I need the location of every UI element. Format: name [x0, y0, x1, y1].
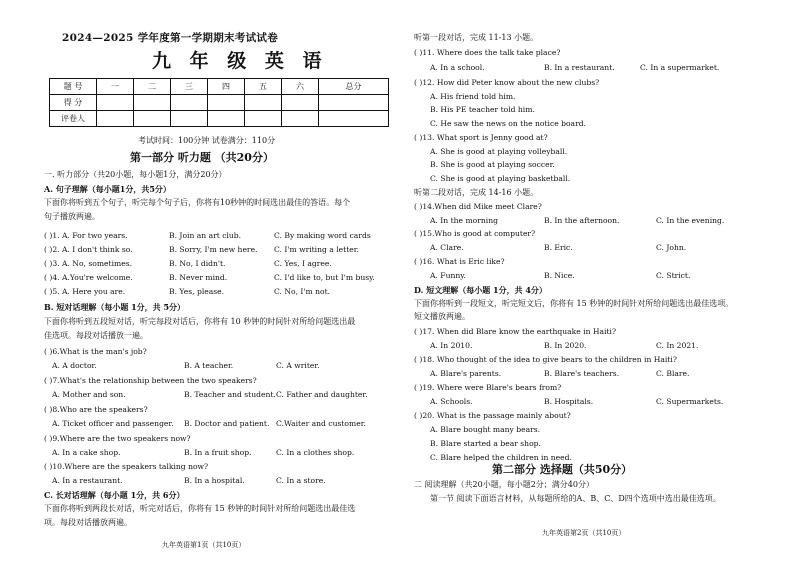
page-footer: 九年英语第2页（共10页）: [542, 529, 626, 537]
option-b: B. In a restaurant.: [544, 63, 615, 72]
right-page: [412, 0, 762, 561]
grader-cell[interactable]: [208, 111, 245, 127]
score-header-cell: 二: [134, 79, 171, 95]
option-b: B. Hospitals.: [544, 397, 594, 406]
option-b: B. In a hospital.: [184, 476, 245, 485]
option-b: B. In the afternoon.: [544, 216, 620, 225]
option-c: C. Father and daughter.: [276, 390, 368, 399]
question-9: ( )9.Where are the two speakers now?: [44, 434, 191, 443]
score-cell[interactable]: [282, 95, 319, 111]
page-footer: 九年英语第1页（共10页）: [162, 541, 246, 549]
section-d-title: D. 短文理解（每小题 1分，共 4分）: [414, 285, 547, 295]
score-header-cell: 四: [208, 79, 245, 95]
section-c-title: C. 长对话理解（每小题 1分，共 6分）: [44, 490, 185, 500]
score-cell[interactable]: [171, 95, 208, 111]
exam-title: 2024—2025 学年度第一学期期末考试试卷: [62, 32, 279, 44]
option-a: A. In the morning: [430, 216, 498, 225]
option-b: B. His PE teacher told him.: [430, 105, 535, 114]
option-c: C. Yes, I agree.: [274, 259, 332, 268]
option-c: C. In a clothes shop.: [276, 448, 355, 457]
score-header-cell: 总分: [319, 79, 389, 95]
option-c: C. By making word cards: [274, 231, 371, 240]
option-c: C.Waiter and customer.: [276, 419, 366, 428]
option-c: C. He saw the news on the notice board.: [430, 119, 586, 128]
question-14: ( )14.When did Mike meet Clare?: [414, 202, 542, 211]
question-1: ( )1. A. For two years.: [44, 231, 128, 240]
question-5: ( )5. A. Here you are.: [44, 287, 126, 296]
section-a-instruction: 句子播放两遍。: [44, 212, 100, 221]
option-a: A. In a restaurant.: [52, 476, 123, 485]
section-b-title: B. 短对话理解（每小题 1分，共 5分）: [44, 302, 186, 312]
score-header-cell: 一: [97, 79, 134, 95]
score-cell[interactable]: [245, 95, 282, 111]
left-page: [38, 0, 390, 561]
question-18: ( )18. Who thought of the idea to give bears to the children in Haiti?: [414, 355, 677, 364]
option-c: C. In a supermarket.: [640, 63, 720, 72]
option-a: A. Schools.: [430, 397, 473, 406]
option-a: A. She is good at playing volleyball.: [430, 147, 568, 156]
option-c: C. Blare helped the children in need.: [430, 453, 572, 462]
section-d-instruction: 下面你将听到一段短文，听完短文后，你将有 15 秒钟的时间针对所给问题选出最佳选项。: [414, 299, 734, 308]
option-c: C. I'm writing a letter.: [274, 245, 359, 254]
score-table-header-row: [50, 79, 389, 95]
question-12: ( )12. How did Peter know about the new clubs?: [414, 78, 600, 87]
section-b-instruction: 佳选项。每段对话播放一遍。: [44, 331, 148, 340]
section-c-instruction: 项。每段对话播放两遍。: [44, 518, 132, 527]
option-c: C. In the evening.: [656, 216, 725, 225]
option-b: B. She is good at playing soccer.: [430, 160, 555, 169]
score-header-cell: 五: [245, 79, 282, 95]
score-cell[interactable]: [319, 95, 389, 111]
section-two-first-instruction: 第一节 阅读下面语言材料，从每题所给的A、B、C、D四个选项中选出最佳选项。: [430, 494, 721, 503]
option-c: C. In 2021.: [656, 341, 699, 350]
score-table: [49, 78, 389, 127]
option-b: B. Join an art club.: [169, 231, 242, 240]
subject-title: 九 年 级 英 语: [152, 50, 328, 72]
option-c: C. No, I'm not.: [274, 287, 331, 296]
grader-cell[interactable]: [245, 111, 282, 127]
option-a: A. Funny.: [430, 271, 466, 280]
question-15: ( )15.Who is good at computer?: [414, 229, 536, 238]
section-two-heading: 二 阅读理解（共20小题，每小题2分；满分40分）: [414, 480, 594, 489]
option-c: C. A writer.: [276, 361, 320, 370]
option-b: B. Teacher and student.: [184, 390, 276, 399]
grader-row-label: 评卷人: [50, 111, 97, 127]
option-b: B. A teacher.: [184, 361, 234, 370]
option-c: C. In a store.: [276, 476, 326, 485]
section-d-instruction: 短文播放两遍。: [414, 312, 470, 321]
option-a: A. His friend told him.: [430, 92, 516, 101]
option-a: A. Blare's parents.: [430, 369, 502, 378]
exam-info: 考试时间：100分钟 试卷满分：110分: [138, 136, 276, 145]
conversation-1-intro: 听第一段对话，完成 11-13 小题。: [414, 33, 539, 42]
question-19: ( )19. Where were Blare's bears from?: [414, 383, 562, 392]
option-b: B. Eric.: [544, 243, 573, 252]
option-c: C. Blare.: [656, 369, 690, 378]
question-17: ( )17. When did Blare know the earthquake in Haiti?: [414, 327, 617, 336]
option-b: B. No, I didn't.: [169, 259, 226, 268]
question-3: ( )3. A. No, sometimes.: [44, 259, 133, 268]
option-c: C. John.: [656, 243, 687, 252]
option-c: C. I'd like to, but I'm busy.: [274, 273, 375, 282]
conversation-2-intro: 听第二段对话，完成 14-16 小题。: [414, 188, 539, 197]
option-a: A. A doctor.: [52, 361, 97, 370]
section-a-instruction: 下面你将听到五个句子，听完每个句子后，你将有10秒钟的时间选出最佳的答语。每个: [44, 198, 351, 207]
option-a: A. Mother and son.: [52, 390, 126, 399]
score-row: [50, 95, 389, 111]
grader-row: [50, 111, 389, 127]
option-a: A. Clare.: [430, 243, 464, 252]
option-b: B. Blare started a bear shop.: [430, 439, 541, 448]
question-6: ( )6.What is the man's job?: [44, 347, 147, 356]
question-13: ( )13. What sport is Jenny good at?: [414, 133, 548, 142]
question-2: ( )2. A. I don't think so.: [44, 245, 133, 254]
grader-cell[interactable]: [97, 111, 134, 127]
option-b: B. Nice.: [544, 271, 575, 280]
section-b-instruction: 下面你将听到五段短对话，听完每段对话后，你将有 10 秒钟的时间针对所给问题选出最: [44, 317, 356, 326]
option-b: B. Doctor and patient.: [184, 419, 270, 428]
option-a: A. Ticket officer and passenger.: [52, 419, 174, 428]
option-c: C. Supermarkets.: [656, 397, 724, 406]
part2-title: 第二部分 选择题（共50分）: [492, 463, 633, 476]
option-a: A. In 2010.: [430, 341, 473, 350]
option-b: B. Blare's teachers.: [544, 369, 620, 378]
option-c: C. Strict.: [656, 271, 691, 280]
option-a: A. In a cake shop.: [52, 448, 121, 457]
score-cell[interactable]: [134, 95, 171, 111]
score-header-cell: 三: [171, 79, 208, 95]
question-4: ( )4. A.You're welcome.: [44, 273, 133, 282]
grader-cell[interactable]: [319, 111, 389, 127]
grader-cell[interactable]: [171, 111, 208, 127]
score-header-cell: 六: [282, 79, 319, 95]
option-a: A. Blare bought many bears.: [430, 425, 541, 434]
question-11: ( )11. Where does the talk take place?: [414, 48, 561, 57]
option-b: B. Never mind.: [169, 273, 228, 282]
score-cell[interactable]: [97, 95, 134, 111]
score-row-label: 得 分: [50, 95, 97, 111]
section-one-heading: 一. 听力部分（共20小题，每小题1分，满分20分）: [44, 170, 227, 179]
score-header-cell: 题 号: [50, 79, 97, 95]
option-b: B. In a fruit shop.: [184, 448, 252, 457]
question-16: ( )16. What is Eric like?: [414, 257, 505, 266]
section-a-title: A. 句子理解（每小题1分，共5分）: [44, 184, 171, 194]
score-cell[interactable]: [208, 95, 245, 111]
option-b: B. Yes, please.: [169, 287, 225, 296]
question-10: ( )10.Where are the speakers talking now?: [44, 462, 209, 471]
option-a: A. In a school.: [430, 63, 485, 72]
question-8: ( )8.Who are the speakers?: [44, 405, 148, 414]
part1-title: 第一部分 听力题 （共20分）: [130, 151, 274, 164]
option-b: B. Sorry, I'm new here.: [169, 245, 258, 254]
question-7: ( )7.What's the relationship between the two speakers?: [44, 376, 257, 385]
grader-cell[interactable]: [134, 111, 171, 127]
option-b: B. In 2020.: [544, 341, 587, 350]
grader-cell[interactable]: [282, 111, 319, 127]
question-20: ( )20. What is the passage mainly about?: [414, 411, 571, 420]
section-c-instruction: 下面你将听到两段长对话，听完对话后，你将有 15 秒钟的时间针对所给问题选出最佳选: [44, 504, 356, 513]
option-c: C. She is good at playing basketball.: [430, 174, 571, 183]
